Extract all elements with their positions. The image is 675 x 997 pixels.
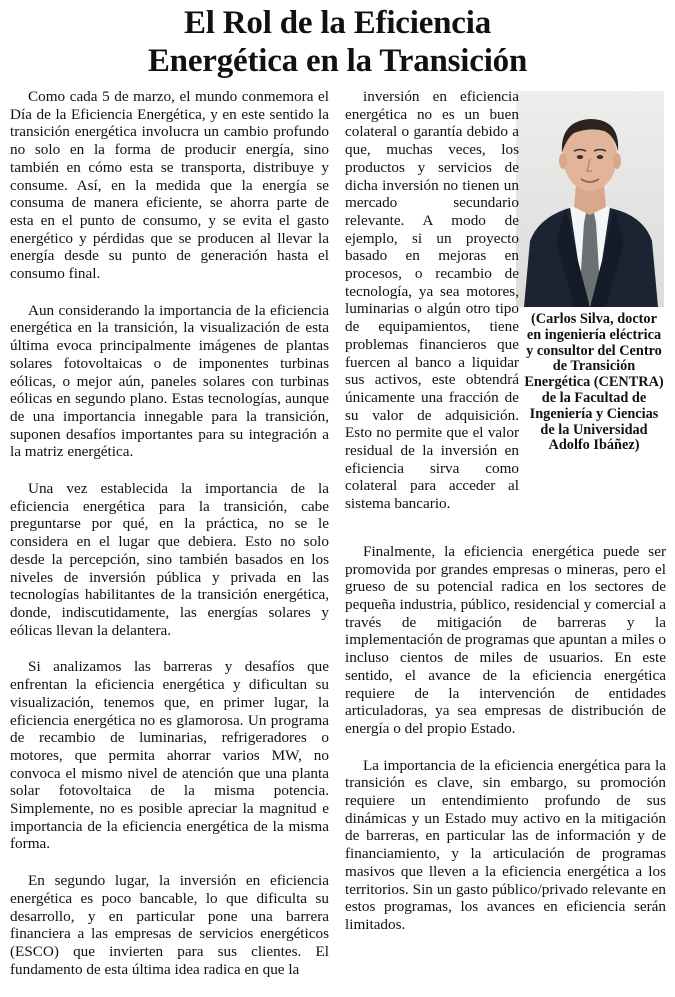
paragraph: La importancia de la eficiencia energética para la transición es clave, sin embargo, su promoción requiere un entendimiento profundo de sus dinámicas y un Estado muy activo en la mitigación de barreras, en particular las de información y de financiamiento, y la articulación de programas masivos que lleven a la eficiencia energética a los territorios. Sin un gasto público/privado relevante en estos programas, los avances en eficiencia serán limitados. <box>345 756 666 933</box>
right-column <box>345 88 666 953</box>
article-title <box>0 4 675 80</box>
title-line-2: Energética en la Transición <box>147 43 528 79</box>
left-column <box>10 88 329 997</box>
paragraph: Como cada 5 de marzo, el mundo conmemora el Día de la Eficiencia Energética, y en este sentido la transición energética involucra un cambio profundo no solo en la forma de producir energía, sino también en cómo esta se transporta, distribuye y consume. Así, en la medida que la energía se consuma de manera eficiente, se ahorra parte de esta en el punto de consumo, y se evita el gasto energético y pérdidas que se producen al llevar la energía desde su punto de generación hasta el consumo final. <box>10 88 329 283</box>
title-line-1: El Rol de la Eficiencia <box>183 5 492 41</box>
paragraph: Aun considerando la importancia de la eficiencia energética en la transición, la visualización de esta última evoca principalmente imágenes de plantas solares fotovoltaicas o de imponentes turbinas eólicas, o mejor aún, paneles solares con turbinas eólicas en segundo plano. Estas tecnologías, aunque de una importancia innegable para la transición, suponen desafíos importantes para su integración a la matriz energética. <box>10 301 329 461</box>
photo-caption: (Carlos Silva, doctor en ingeniería eléctrica y consultor del Centro de Transición Energética (CENTRA) de la Facultad de Ingeniería y Ciencias de la Universidad Adolfo Ibáñez) <box>524 311 664 454</box>
paragraph: Una vez establecida la importancia de la eficiencia energética para la transición, cabe preguntarse por qué, en la práctica, no se le considera en el lugar que debiera. Esto no solo desde la percepción, sino también basados en los niveles de inversión pública y privada en las tecnologías habilitantes de la transición energética, donde, indiscutidamente, las energías solares y eólicas llevan la delantera. <box>10 480 329 639</box>
paragraph: Finalmente, la eficiencia energética puede ser promovida por grandes empresas o mineras, pero el grueso de su potencial radica en los sectores de pequeña industria, público, residencial y comercial a través de mitigación de barreras y la implementación de programas que apuntan a miles o incluso cientos de miles de usuarios. En este sentido, el avance de la eficiencia energética requiere de la intervención de entidades articuladoras, ya sea empresas de distribución de energía o del propio Estado. <box>345 542 666 737</box>
paragraph: inversión en eficiencia energética no es un buen colateral o garantía debido a que, muchas veces, los productos y servicios de dicha inversión no tienen un mercado secundario relevante. A modo de ejemplo, si un proyecto basado en mejoras en procesos, o recambio de tecnología, ya sea motores, luminarias o algún otro tipo de equipamientos, tiene problemas financieros que fuercen al banco a liquidar sus activos, este obtendrá únicamente una fracción de su valor de adquisición. Esto no permite que el valor residual de la inversión en eficiencia sirva como colateral para acceder al sistema bancario. <box>345 88 519 513</box>
paragraph: Si analizamos las barreras y desafíos que enfrentan la eficiencia energética y dificultan su visualización, tenemos que, en primer lugar, la eficiencia energética no es glamorosa. Un programa de recambio de luminarias, refrigeradores o motores, que permita ahorrar varios MW, no convoca el mismo nivel de atención que una planta solar fotovoltaica de la misma potencia. Simplemente, no es posible apreciar la magnitud e importancia de la eficiencia energética de la misma forma. <box>10 658 329 853</box>
paragraph: En segundo lugar, la inversión en eficiencia energética es poco bancable, lo que dificulta su desarrollo, y en particular pone una barrera financiera a las empresas de servicios energéticos (ESCO) que invierten para sus clientes. El fundamento de esta última idea radica en que la <box>10 872 329 978</box>
